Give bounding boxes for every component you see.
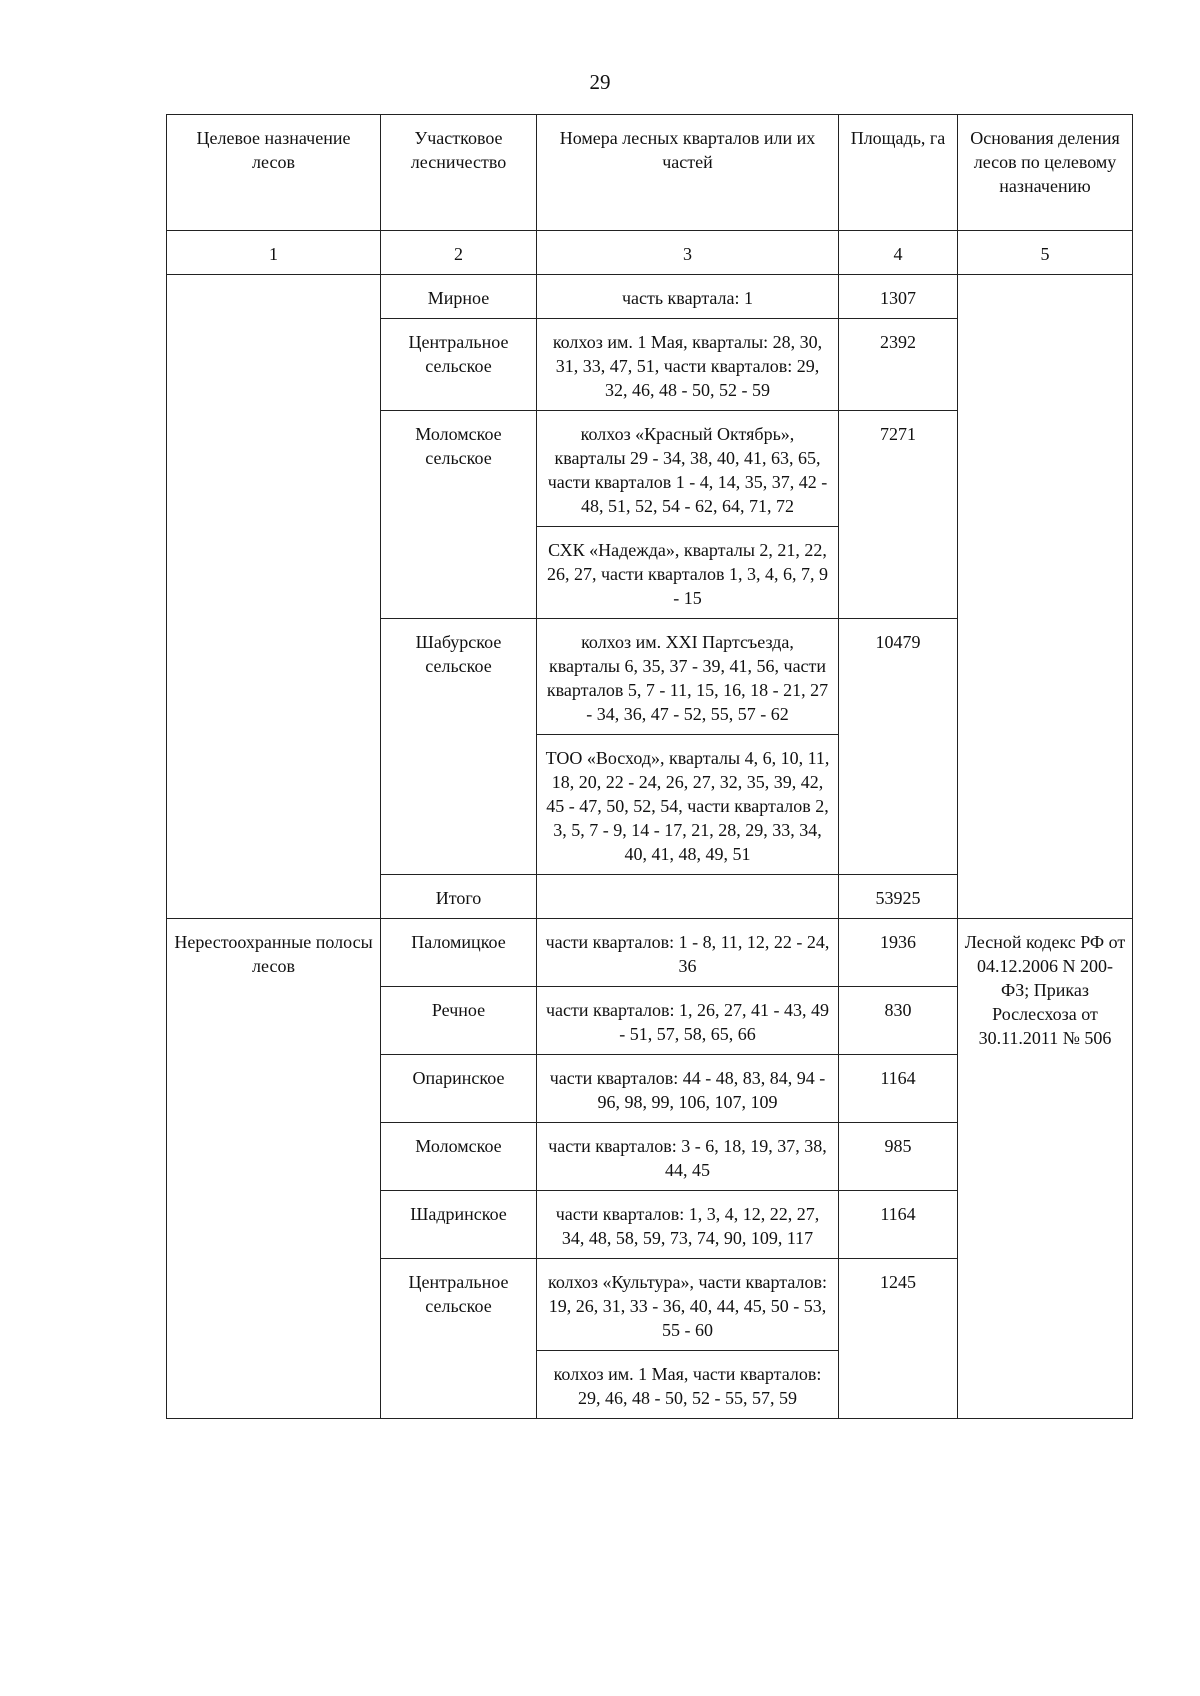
- basis-cell: Лесной кодекс РФ от 04.12.2006 N 200-ФЗ; Приказ Рослесхоза от 30.11.2011 № 506: [958, 919, 1133, 1419]
- forestry-cell: Шабурское сельское: [381, 619, 537, 875]
- quarters-cell: части кварталов: 1, 26, 27, 41 - 43, 49 - 51, 57, 58, 65, 66: [537, 987, 839, 1055]
- header-basis: Основания деления лесов по целевому назначению: [958, 115, 1133, 231]
- column-number: 4: [839, 231, 958, 275]
- forestry-cell: Центральное сельское: [381, 319, 537, 411]
- area-cell: 10479: [839, 619, 958, 875]
- area-cell: 1307: [839, 275, 958, 319]
- quarters-cell: колхоз «Красный Октябрь», кварталы 29 - 34, 38, 40, 41, 63, 65, части кварталов 1 - 4, 14, 35, 37, 42 - 48, 51, 52, 54 - 62, 64, 71, 72: [537, 411, 839, 527]
- area-cell: 7271: [839, 411, 958, 619]
- quarters-cell: части кварталов: 44 - 48, 83, 84, 94 - 96, 98, 99, 106, 107, 109: [537, 1055, 839, 1123]
- forestry-cell: Мирное: [381, 275, 537, 319]
- table-row: [167, 919, 1133, 987]
- column-number: 3: [537, 231, 839, 275]
- purpose-cell: [167, 275, 381, 919]
- quarters-cell: колхоз им. 1 Мая, части кварталов: 29, 46, 48 - 50, 52 - 55, 57, 59: [537, 1351, 839, 1419]
- area-cell: 1164: [839, 1191, 958, 1259]
- column-number: 5: [958, 231, 1133, 275]
- quarters-cell: СХК «Надежда», кварталы 2, 21, 22, 26, 27, части кварталов 1, 3, 4, 6, 7, 9 - 15: [537, 527, 839, 619]
- forestry-cell: Шадринское: [381, 1191, 537, 1259]
- quarters-cell: части кварталов: 1 - 8, 11, 12, 22 - 24, 36: [537, 919, 839, 987]
- forestry-cell: Моломское сельское: [381, 411, 537, 619]
- header-forestry: Участковое лесничество: [381, 115, 537, 231]
- forestry-cell: Опаринское: [381, 1055, 537, 1123]
- area-cell: 985: [839, 1123, 958, 1191]
- header-quarters: Номера лесных кварталов или их частей: [537, 115, 839, 231]
- total-value: 53925: [839, 875, 958, 919]
- area-cell: 830: [839, 987, 958, 1055]
- forestry-cell: Речное: [381, 987, 537, 1055]
- area-cell: 1245: [839, 1259, 958, 1419]
- header-area: Площадь, га: [839, 115, 958, 231]
- header-purpose: Целевое назначение лесов: [167, 115, 381, 231]
- total-label: Итого: [381, 875, 537, 919]
- column-number: 2: [381, 231, 537, 275]
- table-row: [167, 275, 1133, 319]
- quarters-cell: колхоз им. 1 Мая, кварталы: 28, 30, 31, 33, 47, 51, части кварталов: 29, 32, 46, 48 - 50, 52 - 59: [537, 319, 839, 411]
- header-row: [167, 115, 1133, 231]
- total-quarters-cell: [537, 875, 839, 919]
- forestry-cell: Паломицкое: [381, 919, 537, 987]
- area-cell: 2392: [839, 319, 958, 411]
- forest-purpose-table: [166, 114, 1133, 1419]
- purpose-cell: Нерестоохранные полосы лесов: [167, 919, 381, 1419]
- forestry-cell: Моломское: [381, 1123, 537, 1191]
- quarters-cell: части кварталов: 3 - 6, 18, 19, 37, 38, 44, 45: [537, 1123, 839, 1191]
- quarters-cell: ТОО «Восход», кварталы 4, 6, 10, 11, 18, 20, 22 - 24, 26, 27, 32, 35, 39, 42, 45 - 47, 50, 52, 54, части кварталов 2, 3, 5, 7 - 9, 14 - 17, 21, 28, 29, 33, 34, 40, 41, 48, 49, 51: [537, 735, 839, 875]
- area-cell: 1164: [839, 1055, 958, 1123]
- basis-cell: [958, 275, 1133, 919]
- quarters-cell: части кварталов: 1, 3, 4, 12, 22, 27, 34, 48, 58, 59, 73, 74, 90, 109, 117: [537, 1191, 839, 1259]
- column-number: 1: [167, 231, 381, 275]
- quarters-cell: колхоз им. XXI Партсъезда, кварталы 6, 35, 37 - 39, 41, 56, части кварталов 5, 7 - 11, 15, 16, 18 - 21, 27 - 34, 36, 47 - 52, 55, 57 - 62: [537, 619, 839, 735]
- quarters-cell: колхоз «Культура», части кварталов: 19, 26, 31, 33 - 36, 40, 44, 45, 50 - 53, 55 - 60: [537, 1259, 839, 1351]
- area-cell: 1936: [839, 919, 958, 987]
- column-numbers-row: [167, 231, 1133, 275]
- forestry-cell: Центральное сельское: [381, 1259, 537, 1419]
- quarters-cell: часть квартала: 1: [537, 275, 839, 319]
- page-number: 29: [589, 70, 611, 94]
